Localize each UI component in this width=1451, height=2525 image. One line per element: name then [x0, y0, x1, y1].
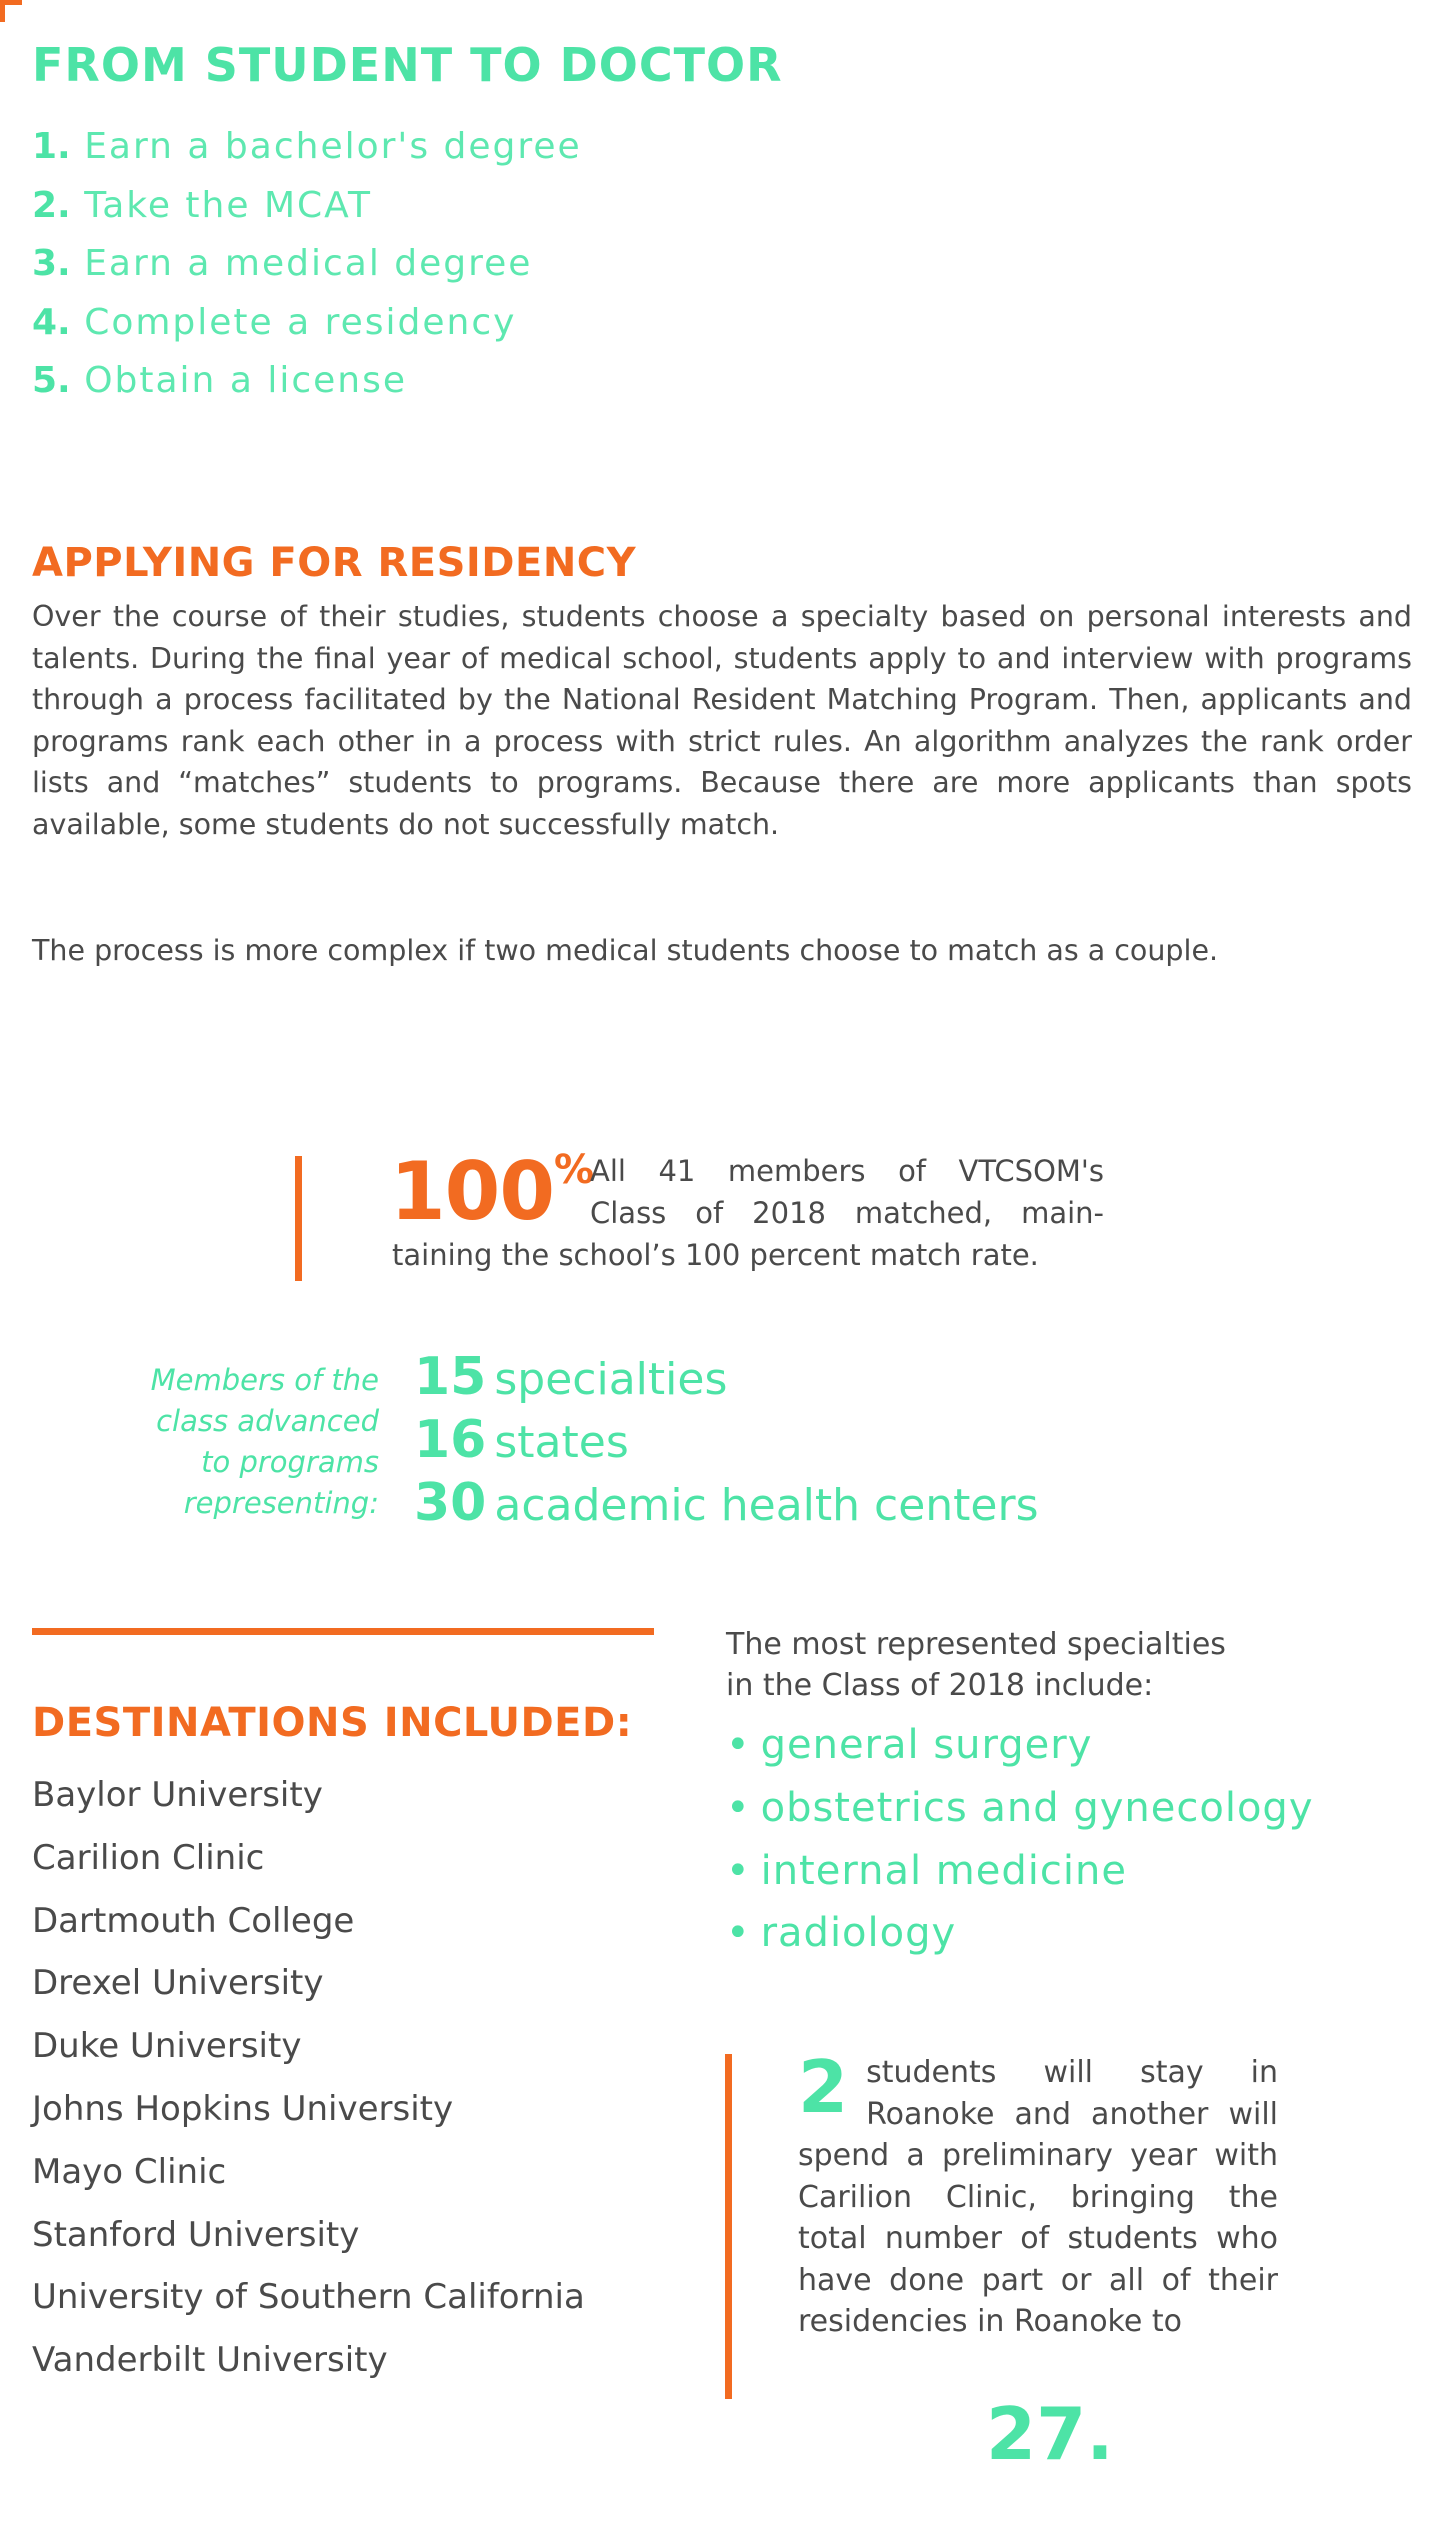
- bullet-icon: •: [726, 1784, 751, 1831]
- match-value: 100: [390, 1145, 554, 1238]
- residency-note: The process is more complex if two medical students choose to match as a couple.: [32, 934, 1219, 967]
- step-text: Take the MCAT: [84, 184, 372, 226]
- match-text: [392, 1150, 1104, 1276]
- step-number: 1.: [32, 126, 71, 167]
- destinations-list: [32, 1764, 585, 2392]
- match-line-1: All 41 members of VTCSOM's: [590, 1154, 1104, 1188]
- step-number: 4.: [32, 301, 71, 343]
- roanoke-big-number: 2: [798, 2045, 849, 2129]
- specialty-text: radiology: [760, 1910, 957, 1957]
- stat-number: 30: [414, 1473, 487, 1533]
- residency-title: APPLYING FOR RESIDENCY: [32, 540, 637, 586]
- corner-mark: [0, 0, 22, 22]
- destination-item: Duke University: [32, 2026, 302, 2067]
- destinations-divider: [32, 1628, 654, 1635]
- bullet-icon: •: [726, 1722, 751, 1768]
- step-text: Earn a medical degree: [84, 243, 533, 284]
- destination-item: Stanford University: [32, 2214, 360, 2255]
- specialty-item: [726, 1902, 1313, 1965]
- step-number: 2.: [32, 184, 71, 226]
- step-text: Obtain a license: [84, 360, 407, 401]
- stat-text: specialties: [494, 1354, 728, 1405]
- destination-item: Carilion Clinic: [32, 1837, 265, 1878]
- specialty-text: general surgery: [760, 1722, 1093, 1768]
- members-label: [79, 1360, 379, 1524]
- bullet-icon: •: [726, 1847, 751, 1894]
- specialty-text: internal medicine: [760, 1847, 1127, 1894]
- steps-list: [32, 118, 582, 411]
- step-item: [32, 352, 582, 411]
- match-line-2: Class of 2018 matched, main-: [590, 1196, 1104, 1230]
- stat-item: [414, 1472, 1039, 1535]
- destination-item: Mayo Clinic: [32, 2151, 227, 2192]
- specialties-list: [726, 1714, 1313, 1965]
- step-item: [32, 235, 582, 294]
- match-accent-bar: [295, 1156, 302, 1281]
- step-text: Complete a residency: [84, 301, 517, 343]
- stat-number: 15: [414, 1347, 487, 1407]
- step-item: [32, 118, 582, 177]
- roanoke-text: [798, 2045, 1278, 2343]
- members-label-line: class advanced: [156, 1404, 379, 1438]
- match-line-3: taining the school’s 100 percent match rate.: [392, 1238, 1039, 1272]
- stat-item: [414, 1346, 1039, 1409]
- bullet-icon: •: [726, 1910, 751, 1957]
- stat-text: states: [494, 1417, 629, 1468]
- destinations-title: DESTINATIONS INCLUDED:: [32, 1700, 633, 1746]
- path-title: FROM STUDENT TO DOCTOR: [32, 38, 783, 92]
- members-label-line: to programs: [201, 1445, 379, 1479]
- step-text: Earn a bachelor's degree: [84, 126, 582, 167]
- specialties-intro-line-2: in the Class of 2018 include:: [726, 1668, 1154, 1703]
- specialties-intro: [726, 1624, 1226, 1706]
- members-label-line: Members of the: [150, 1363, 379, 1397]
- members-label-line: representing:: [183, 1486, 379, 1520]
- stat-text: academic health centers: [494, 1480, 1039, 1531]
- residency-paragraph: Over the course of their studies, students choose a specialty based on personal interests and talents. During the final year of medical school, students apply to and interview with programs through a process facilitated by the National Resident Matching Program. Then, applicants and programs rank each other in a process with strict rules. An algorithm analyzes the rank order lists and “matches” students to programs. Because there are more applicants than spots available, some students do not successfully match.: [32, 600, 1412, 841]
- step-number: 3.: [32, 243, 71, 284]
- roanoke-accent-bar: [725, 2054, 732, 2399]
- stat-number: 16: [414, 1410, 487, 1470]
- specialty-item: [726, 1777, 1313, 1840]
- match-unit: %: [554, 1147, 594, 1193]
- step-number: 5.: [32, 360, 71, 401]
- specialty-text: obstetrics and gynecology: [760, 1784, 1314, 1831]
- stat-item: [414, 1409, 1039, 1472]
- destination-item: Drexel University: [32, 1963, 324, 2004]
- roanoke-final-number: 27.: [986, 2392, 1114, 2476]
- roanoke-body: students will stay in Roanoke and another will spend a preliminary year with Carilion Clinic, bringing the total number of students who have done part or all of their residencies in Roanoke to: [798, 2055, 1278, 2339]
- step-item: [32, 294, 582, 353]
- destination-item: Baylor University: [32, 1775, 323, 1815]
- specialty-item: [726, 1714, 1313, 1777]
- step-item: [32, 177, 582, 236]
- destination-item: Dartmouth College: [32, 1900, 355, 1941]
- stats-list: [414, 1346, 1039, 1535]
- specialty-item: [726, 1840, 1313, 1903]
- destination-item: Vanderbilt University: [32, 2340, 388, 2381]
- destination-item: University of Southern California: [32, 2277, 585, 2318]
- destination-item: Johns Hopkins University: [32, 2088, 454, 2129]
- specialties-intro-line-1: The most represented specialties: [726, 1627, 1226, 1662]
